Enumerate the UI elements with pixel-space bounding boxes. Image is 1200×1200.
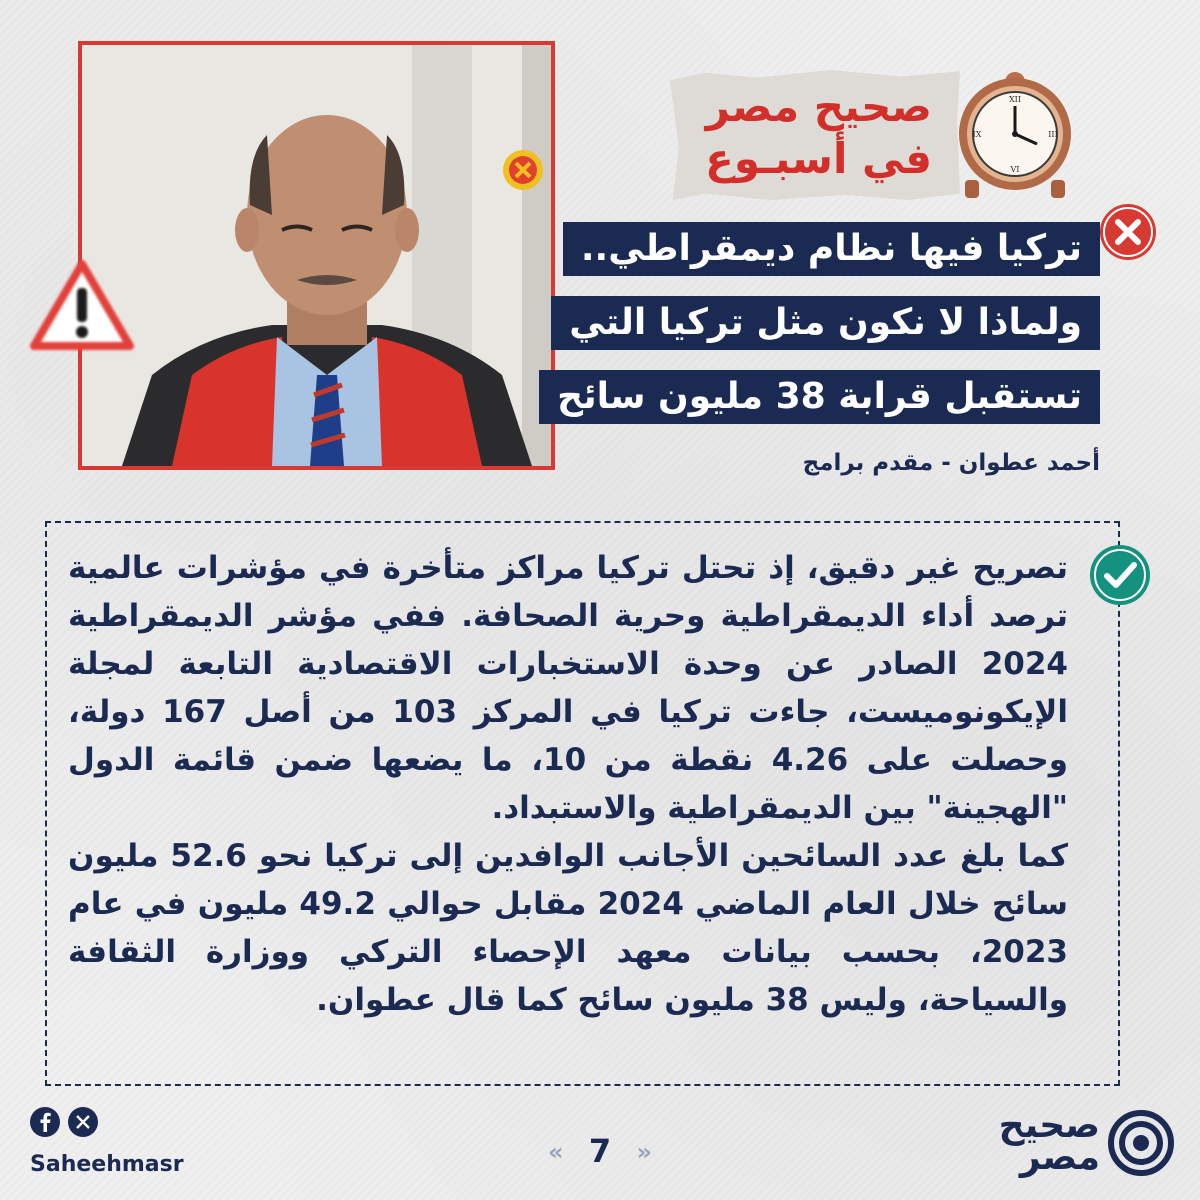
brand-name-line2: مصر — [1019, 1137, 1100, 1178]
verdict-paragraph-1: تصريح غير دقيق، إذ تحتل تركيا مراكز متأخرة في مؤشرات عالمية ترصد أداء الديمقراطية وحرية الصحافة. ففي مؤشر الديمقراطية 2024 الصادر عن وحدة الاستخبارات الاقتصادية التابعة لمجلة الإيكونوميست، جاءت تركيا في المركز 103 من أصل 167 دولة، وحصلت على 4.26 نقطة من 10، ما يضعها ضمن قائمة الدول "الهجينة" بين الديمقراطية والاستبداد. — [68, 550, 1068, 826]
page-number: 7 — [588, 1132, 612, 1170]
verdict-paragraph-2: كما بلغ عدد السائحين الأجانب الوافدين إلى تركيا نحو 52.6 مليون سائح خلال العام الماضي 2024 مقابل حوالي 49.2 مليون في عام 2023، بحسب بيانات معهد الإحصاء التركي ووزارة الثقافة والسياحة، وليس 38 مليون سائح كما قال عطوان. — [68, 838, 1068, 1018]
small-x-icon — [501, 148, 545, 192]
svg-text:IX: IX — [972, 130, 982, 139]
social-links — [30, 1107, 98, 1137]
svg-text:VI: VI — [1010, 165, 1020, 174]
false-x-icon — [1098, 202, 1158, 262]
series-title-line1: صحيح مصر — [705, 82, 932, 131]
claim-line3: تستقبل قرابة 38 مليون سائح — [539, 370, 1100, 424]
pager — [548, 1132, 652, 1172]
claim-line2: ولماذا لا نكون مثل تركيا التي — [551, 296, 1100, 350]
svg-text:III: III — [1048, 130, 1058, 139]
brand-logo-icon — [1108, 1110, 1174, 1176]
series-title-line2: في أسبـوع — [705, 134, 932, 183]
facebook-icon[interactable] — [30, 1107, 60, 1137]
svg-text:XII: XII — [1008, 95, 1022, 104]
speaker-attribution: أحمد عطوان - مقدم برامج — [802, 450, 1100, 476]
verdict-text — [68, 544, 1068, 1024]
clock-icon — [955, 62, 1075, 202]
chevron-right-icon[interactable]: » — [636, 1138, 652, 1166]
chevron-left-icon[interactable]: « — [548, 1138, 564, 1166]
check-icon — [1088, 543, 1152, 607]
claim-line1: تركيا فيها نظام ديمقراطي.. — [563, 222, 1100, 276]
warning-icon — [30, 258, 134, 352]
speaker-photo — [78, 41, 555, 470]
brand-name-line1: صحيح — [998, 1105, 1100, 1146]
social-handle: Saheehmasr — [30, 1152, 184, 1177]
x-icon[interactable] — [68, 1107, 98, 1137]
